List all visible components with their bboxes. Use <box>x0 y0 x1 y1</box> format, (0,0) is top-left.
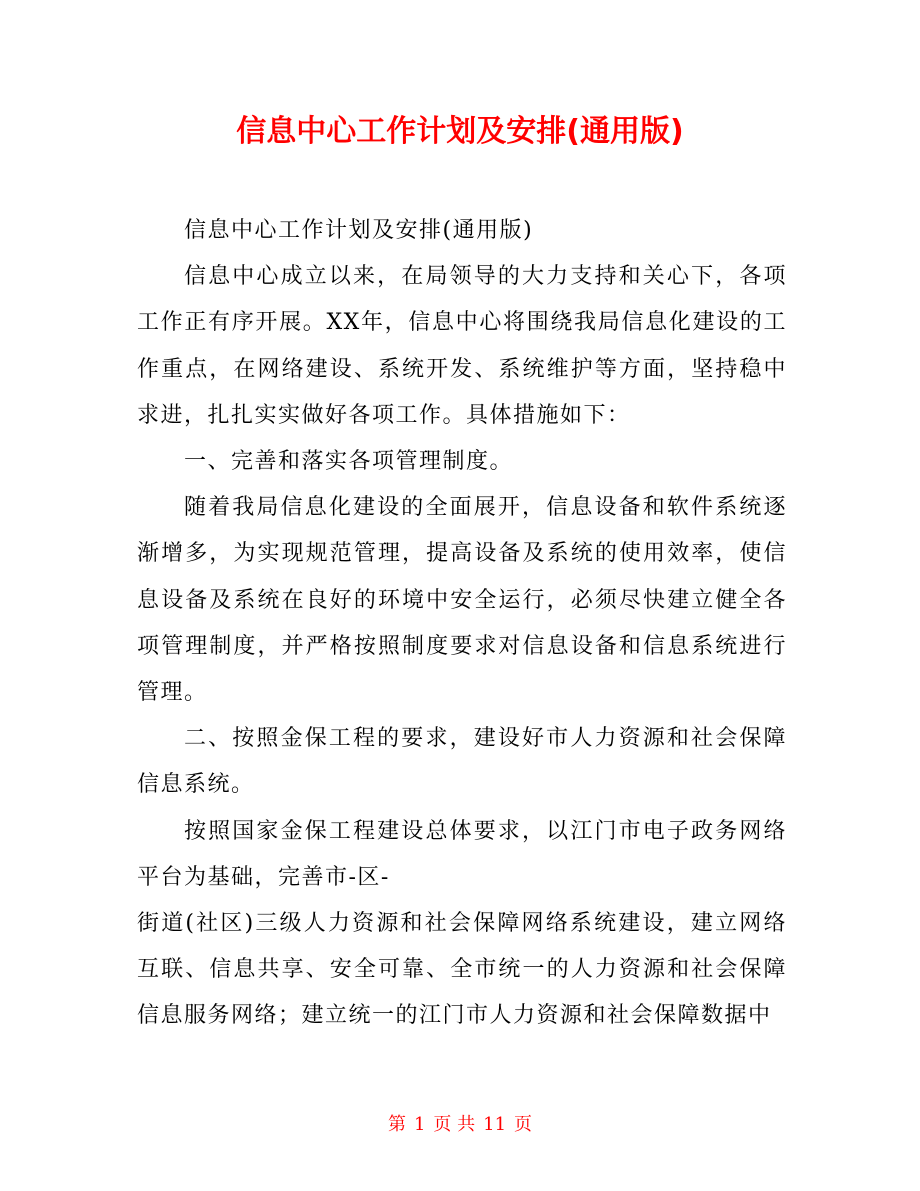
footer-prefix: 第 <box>387 1114 406 1135</box>
paragraph-section-2-part-2: 街道(社区)三级人力资源和社会保障网络系统建设，建立网络互联、信息共享、安全可靠、全市统一的人力资源和社会保障信息服务网络；建立统一的江门市人力资源和社会保障数据中 <box>137 911 787 1029</box>
paragraph-intro: 信息中心成立以来，在局领导的大力支持和关心下，各项工作正有序开展。XX年，信息中心将围绕我局信息化建设的工作重点，在网络建设、系统开发、系统维护等方面，坚持稳中求进，扎扎实实做好各项工作。具体措施如下： <box>137 264 787 428</box>
paragraph-heading: 信息中心工作计划及安排(通用版) <box>184 218 534 243</box>
section-heading-1: 一、完善和落实各项管理制度。 <box>184 449 514 475</box>
footer-total-pages: 11 <box>483 1114 507 1135</box>
section-heading-2: 二、按照金保工程的要求，建设好市人力资源和社会保障信息系统。 <box>137 726 787 798</box>
paragraph-section-2-part-1: 按照国家金保工程建设总体要求，以江门市电子政务网络平台为基础，完善市-区- <box>137 818 787 890</box>
footer-middle: 页 共 <box>433 1114 476 1135</box>
page-footer <box>0 1113 920 1137</box>
document-title: 信息中心工作计划及安排(通用版) <box>236 114 684 149</box>
document-body <box>137 208 787 1040</box>
footer-current-page: 1 <box>413 1114 426 1135</box>
paragraph-section-1: 随着我局信息化建设的全面展开，信息设备和软件系统逐渐增多，为实现规范管理，提高设备及系统的使用效率，使信息设备及系统在良好的环境中安全运行，必须尽快建立健全各项管理制度，并严格按照制度要求对信息设备和信息系统进行管理。 <box>137 495 787 706</box>
footer-suffix: 页 <box>514 1114 533 1135</box>
